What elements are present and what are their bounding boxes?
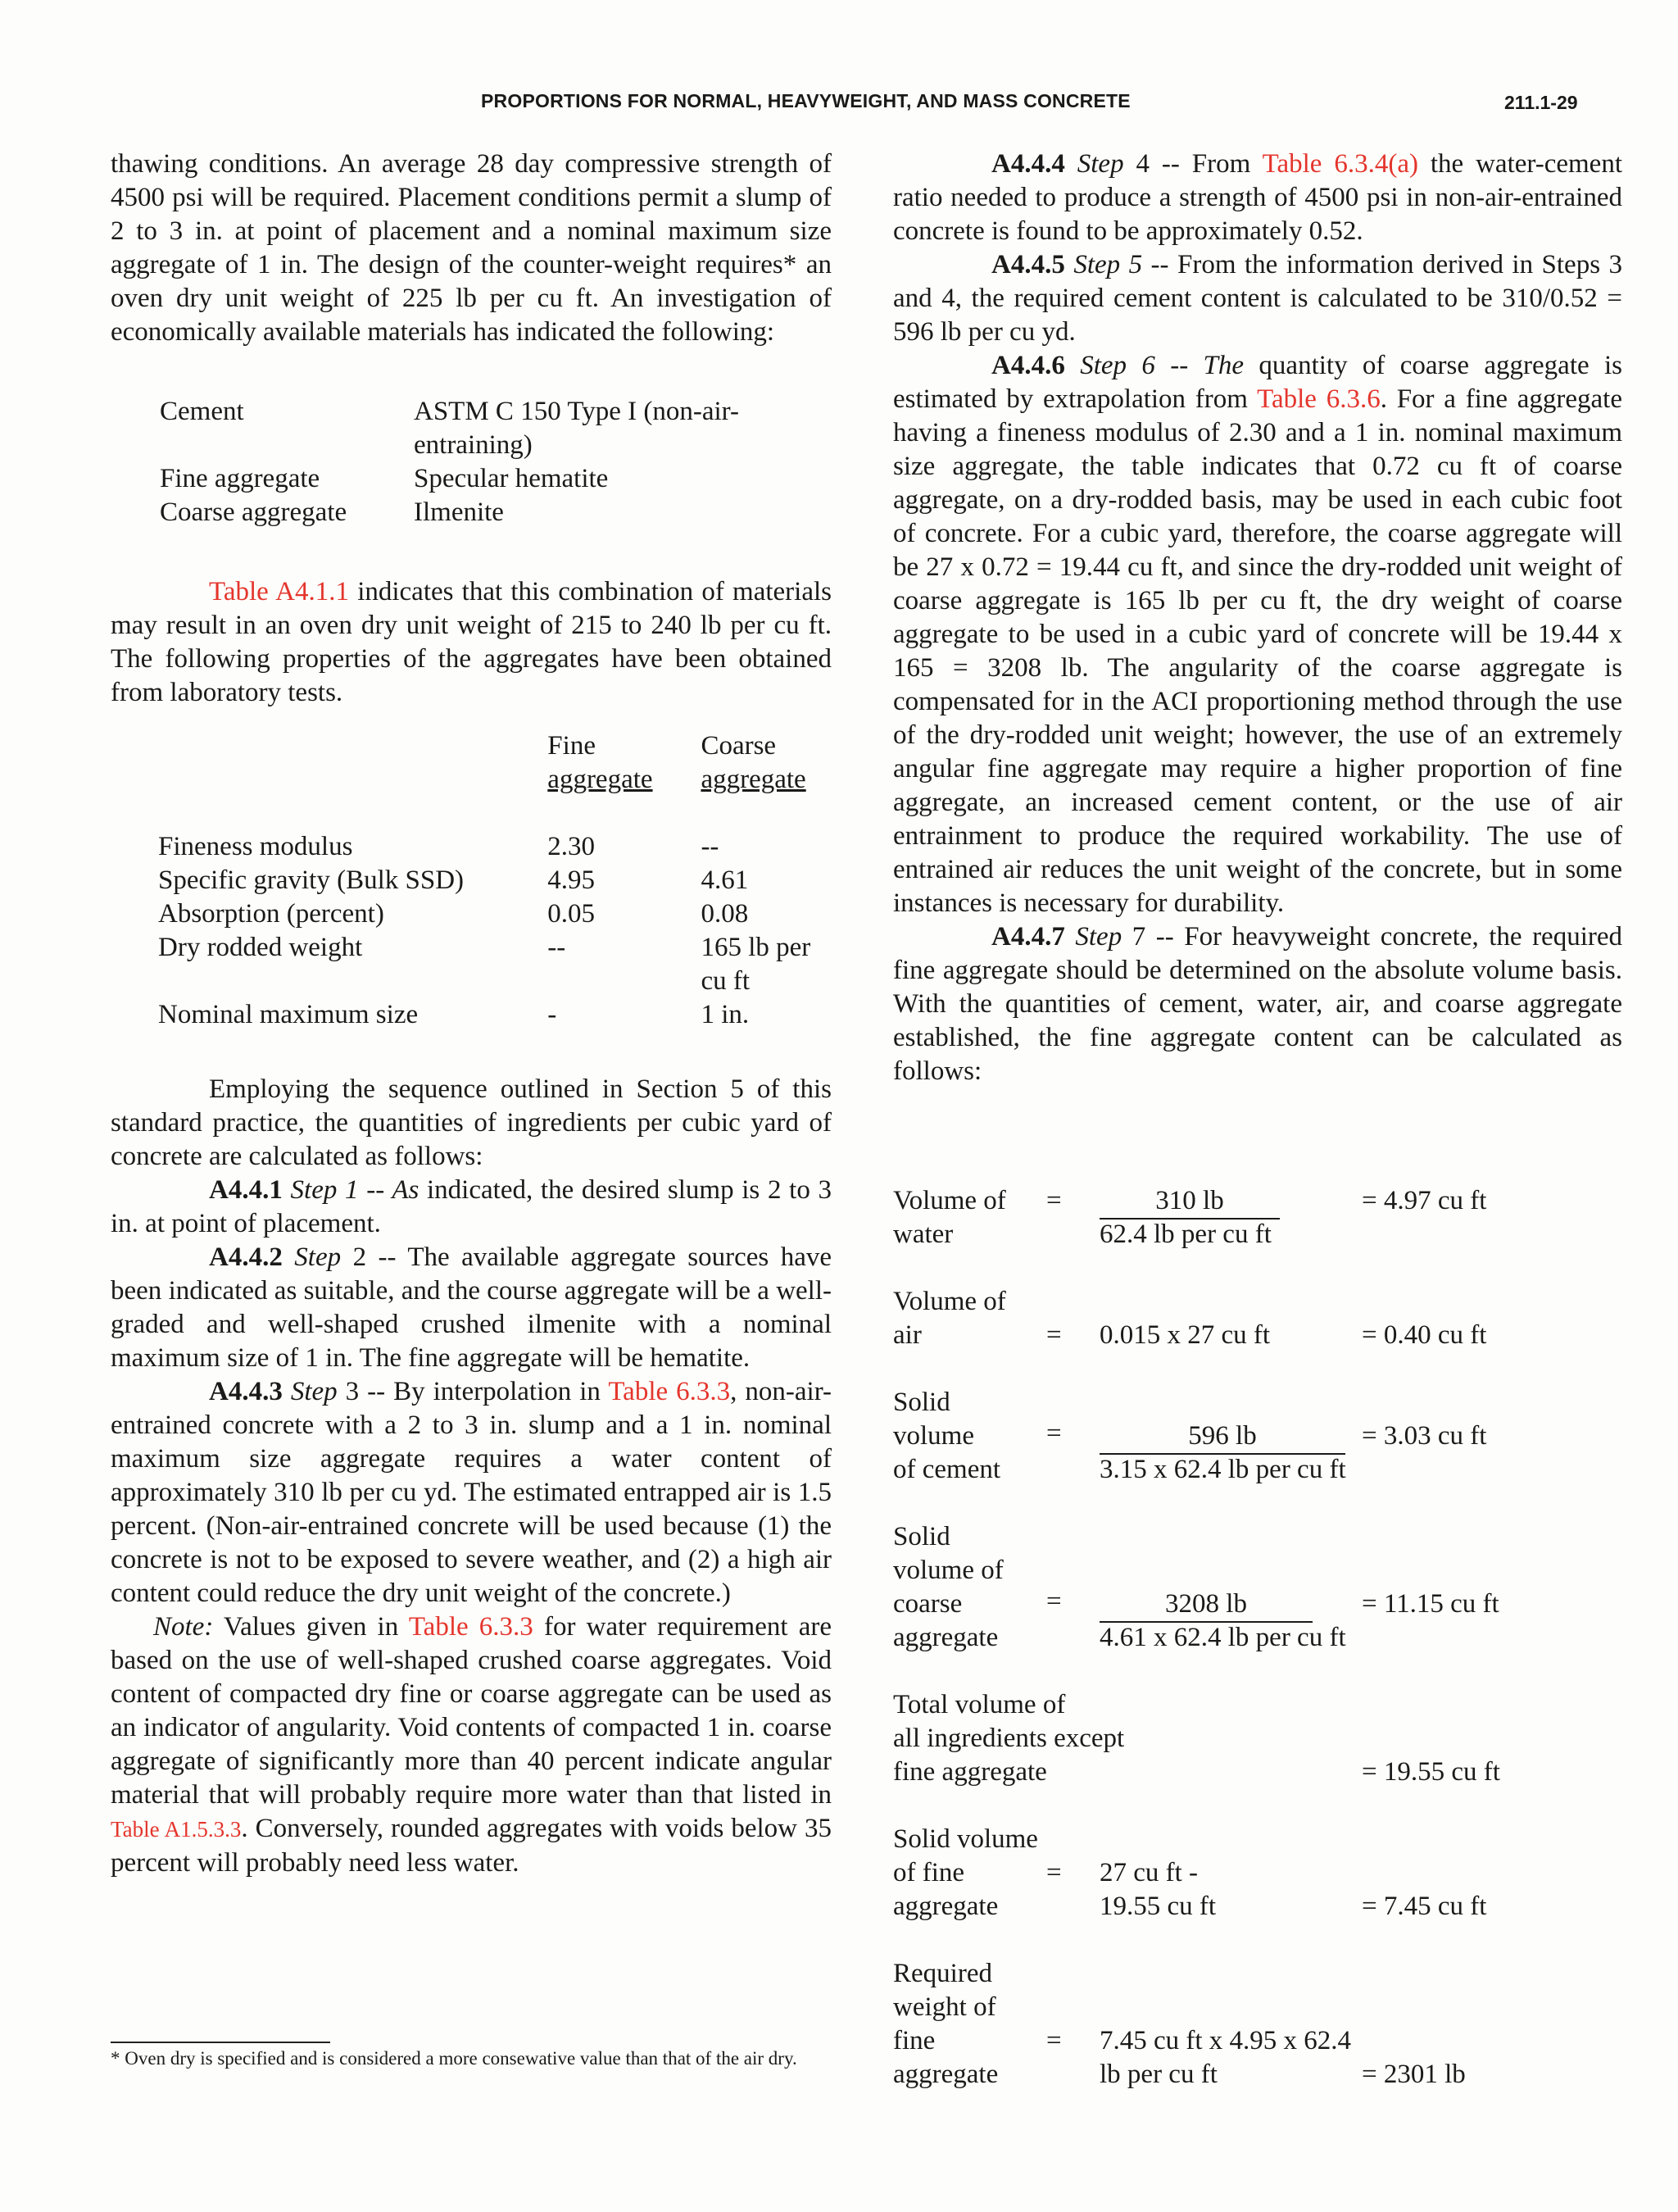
table-ref-paragraph <box>111 575 832 710</box>
fine-value: 4.95 <box>547 865 596 895</box>
table-row <box>160 496 832 529</box>
calc-expression: 19.55 cu ft <box>1100 1892 1217 1921</box>
material-name: Cement <box>160 397 244 426</box>
section-a441: A4.4.1 Step 1 -- As indicated, the desired slump is 2 to 3 in. at point of placement. <box>111 1175 832 1238</box>
fraction-denominator: 62.4 lb per cu ft <box>1100 1220 1272 1249</box>
calc-air-volume: Volume of air = 0.015 x 27 cu ft = 0.40 cu ft <box>893 1285 1622 1352</box>
table-row <box>160 462 832 496</box>
calc-water-volume: Volume of water = 310 lb 62.4 lb per cu ft = 4.97 cu ft <box>893 1184 1622 1251</box>
table-row <box>158 864 832 897</box>
calc-result: = 0.40 cu ft <box>1362 1320 1487 1350</box>
material-name: Fine aggregate <box>160 464 320 493</box>
table-header-row <box>158 763 832 797</box>
section-a444: A4.4.4 Step 4 -- From Table 6.3.4(a) the water-cement ratio needed to produce a strength of 4500 psi in non-air-entrained concrete is found to be approximately 0.52. <box>893 149 1622 246</box>
calc-result: = 7.45 cu ft <box>1362 1892 1487 1921</box>
property-name: Absorption (percent) <box>158 899 384 929</box>
footnote: * Oven dry is specified and is considered a more consewative value than that of the air dry. <box>111 2048 797 2069</box>
fine-value: 2.30 <box>547 832 596 861</box>
material-name: Coarse aggregate <box>160 497 347 527</box>
property-name: Dry rodded weight <box>158 933 363 962</box>
calc-total-volume: Total volume of all ingredients except fine aggregate = 19.55 cu ft <box>893 1688 1622 1789</box>
calc-expression: 0.015 x 27 cu ft <box>1100 1320 1271 1350</box>
column-header-fine: Fine <box>547 731 596 761</box>
right-column <box>893 148 1622 1088</box>
table-row <box>158 897 832 931</box>
coarse-value: 165 lb per cu ft <box>701 933 811 996</box>
calc-cement-volume: Solid volume of cement = 596 lb 3.15 x 62.4 lb per cu ft = 3.03 cu ft <box>893 1386 1622 1487</box>
table-row <box>158 931 832 998</box>
calc-result: = 19.55 cu ft <box>1362 1757 1500 1787</box>
calc-result: = 2301 lb <box>1362 2060 1466 2089</box>
coarse-value: -- <box>701 832 719 861</box>
calc-coarse-volume: Solid volume of coarse aggregate = 3208 lb 4.61 x 62.4 lb per cu ft = 11.15 cu ft <box>893 1520 1622 1655</box>
calc-expression: 27 cu ft - <box>1100 1858 1199 1887</box>
running-header-title: PROPORTIONS FOR NORMAL, HEAVYWEIGHT, AND MASS CONCRETE <box>481 90 1131 111</box>
property-name: Fineness modulus <box>158 832 353 861</box>
material-value: Specular hematite <box>414 464 609 493</box>
table-row <box>158 998 832 1032</box>
footnote-divider <box>111 2042 330 2043</box>
material-value: ASTM C 150 Type I (non-air-entraining) <box>414 397 739 460</box>
table-link[interactable]: Table 6.3.3 <box>608 1377 731 1406</box>
material-value: Ilmenite <box>414 497 504 527</box>
table-link[interactable]: Table A4.1.1 <box>209 577 350 606</box>
table-row <box>160 395 832 462</box>
employing-paragraph: Employing the sequence outlined in Section 5 of this standard practice, the quantities of ingredients per cubic yard of concrete are calculated as follows: <box>111 1074 832 1171</box>
table-link[interactable]: Table 6.3.3 <box>408 1612 533 1642</box>
fraction-denominator: 3.15 x 62.4 lb per cu ft <box>1100 1455 1346 1484</box>
calc-result: = 11.15 cu ft <box>1362 1589 1499 1619</box>
fraction-numerator: 596 lb <box>1100 1419 1345 1455</box>
calc-result: = 4.97 cu ft <box>1362 1186 1487 1215</box>
fine-value: - <box>547 1000 557 1029</box>
intro-paragraph: thawing conditions. An average 28 day compressive strength of 4500 psi will be required. Placement conditions permit a slump of 2 to 3 in. at point of placement and a nominal maximum size aggregate of 1 in. The design of the counter-weight requires* an oven dry unit weight of 225 lb per cu ft. An investigation of economically available materials has indicated the following: <box>111 149 832 347</box>
table-row <box>158 830 832 864</box>
section-a445: A4.4.5 Step 5 -- From the information derived in Steps 3 and 4, the required cement content is calculated to be 310/0.52 = 596 lb per cu yd. <box>893 250 1623 347</box>
column-header-coarse: aggregate <box>701 765 806 794</box>
left-column <box>111 148 832 1880</box>
coarse-value: 1 in. <box>701 1000 750 1029</box>
calc-expression: 7.45 cu ft x 4.95 x 62.4 <box>1100 2026 1352 2055</box>
fine-value: 0.05 <box>547 899 596 929</box>
materials-table <box>160 395 832 529</box>
fraction-numerator: 310 lb <box>1100 1184 1280 1220</box>
column-header-coarse: Coarse <box>701 731 777 761</box>
section-a446: A4.4.6 Step 6 -- The quantity of coarse aggregate is estimated by extrapolation from Table 6.3.6. For a fine aggregate having a fineness modulus of 2.30 and a 1 in. nominal maximum size aggregate, the table indicates that 0.72 cu ft of coarse aggregate, on a dry-rodded basis, may be used in each cubic foot of concrete. For a cubic yard, therefore, the coarse aggregate will be 27 x 0.72 = 19.44 cu ft, and since the dry-rodded unit weight of coarse aggregate is 165 lb per cu ft, the dry weight of coarse aggregate to be used in a cubic yard of concrete will be 19.44 x 165 = 3208 lb. The angularity of the coarse aggregate is compensated for in the ACI proportioning method through the use of the dry-rodded unit weight; however, the use of an extremely angular fine aggregate may require a higher proportion of fine aggregate, an increased cement content, or the use of air entrainment to produce the required workability. The use of entrained air reduces the unit weight of the concrete, but in some instances is necessary for durability. <box>893 351 1623 918</box>
calc-fine-volume: Solid volume of fine aggregate = 27 cu ft - 19.55 cu ft = 7.45 cu ft <box>893 1823 1622 1924</box>
table-link[interactable]: Table 6.3.4(a) <box>1262 149 1418 179</box>
property-name: Specific gravity (Bulk SSD) <box>158 865 465 895</box>
calc-result: = 3.03 cu ft <box>1362 1421 1487 1451</box>
page-number: 211.1-29 <box>1504 92 1578 113</box>
note-paragraph: Note: Values given in Table 6.3.3 for water requirement are based on the use of well-shaped crushed coarse aggregates. Void content of compacted dry fine or coarse aggregate can be used as an indicator of angularity. Void contents of compacted 1 in. coarse aggregate of significantly more than 40 percent indicate angular material that will probably require more water than that listed in Table A1.5.3.3. Conversely, rounded aggregates with voids below 35 percent will probably need less water. <box>111 1612 832 1878</box>
table-link[interactable]: Table 6.3.6 <box>1257 384 1381 414</box>
column-header-fine: aggregate <box>547 765 653 794</box>
section-a443: A4.4.3 Step 3 -- By interpolation in Table 6.3.3, non-air-entrained concrete with a 2 to 3 in. slump and a 1 in. nominal maximum size aggregate requires a water content of approximately 310 lb per cu yd. The estimated entrapped air is 1.5 percent. (Non-air-entrained concrete will be used because (1) the concrete is not to be exposed to severe weather, and (2) a high air content could reduce the dry unit weight of the concrete.) <box>111 1377 832 1608</box>
fraction-numerator: 3208 lb <box>1100 1587 1313 1623</box>
section-a447: A4.4.7 Step 7 -- For heavyweight concrete, the required fine aggregate should be determined on the absolute volume basis. With the quantities of cement, water, air, and coarse aggregate established, the fine aggregate content can be calculated as follows: <box>893 922 1623 1086</box>
calc-expression: lb per cu ft <box>1100 2060 1218 2089</box>
property-name: Nominal maximum size <box>158 1000 419 1029</box>
table-link[interactable]: Table A1.5.3.3 <box>111 1817 242 1842</box>
paragraph-text: indicates that this combination of materials may result in an oven dry unit weight of 215 to 240 lb per cu ft. The following properties of the aggregates have been obtained from laboratory tests. <box>111 577 832 707</box>
aggregate-properties-table <box>158 729 832 1032</box>
coarse-value: 0.08 <box>701 899 749 929</box>
table-header-row <box>158 729 832 763</box>
section-a442: A4.4.2 Step 2 -- The available aggregate sources have been indicated as suitable, and the course aggregate will be a well-graded and well-shaped crushed ilmenite with a nominal maximum size of 1 in. The fine aggregate will be hematite. <box>111 1242 832 1373</box>
fraction-denominator: 4.61 x 62.4 lb per cu ft <box>1100 1623 1346 1652</box>
fine-value: -- <box>547 933 566 962</box>
calc-fine-weight: Required weight of fine aggregate = 7.45 cu ft x 4.95 x 62.4 lb per cu ft = 2301 lb <box>893 1957 1622 2092</box>
coarse-value: 4.61 <box>701 865 749 895</box>
